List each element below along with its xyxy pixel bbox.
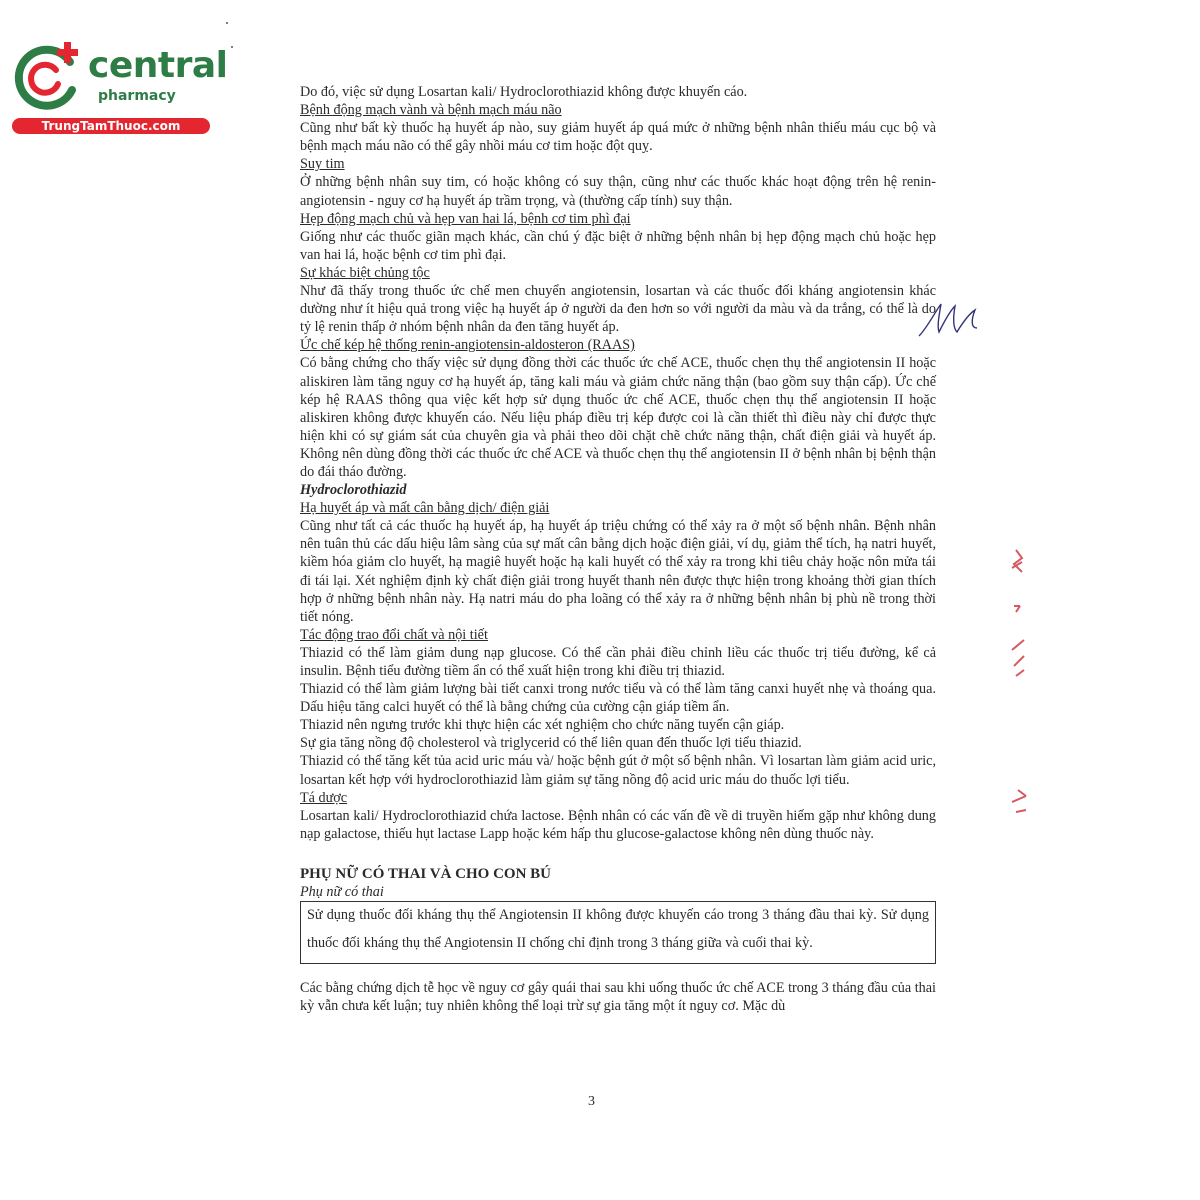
paragraph-p25: Sử dụng thuốc đối kháng thụ thể Angiotensin II không được khuyến cáo trong 3 tháng đầu thai kỳ. Sử dụng thuốc đối kháng thụ thể Angiotensin II chống chỉ định trong 3 tháng giữa và cuối thai kỳ. [300,901,936,964]
paragraph-p19: Sự gia tăng nồng độ cholesterol và triglycerid có thể liên quan đến thuốc lợi tiểu thiazid. [300,735,802,752]
paragraph-p07: Giống như các thuốc giãn mạch khác, cần chú ý đặc biệt ở những bệnh nhân bị hẹp động mạch chủ hoặc hẹp van hai lá, hoặc bệnh cơ tim phì đại. [300,228,936,263]
paragraph-p01: Do đó, việc sử dụng Losartan kali/ Hydroclorothiazid không được khuyến cáo. [300,84,748,100]
central-pharmacy-logo-mark-icon [12,40,84,112]
paragraph-p05: Ở những bệnh nhân suy tim, có hoặc không có suy thận, cũng như các thuốc khác hoạt động trên hệ renin-angiotensin - nguy cơ hạ huyết áp trầm trọng, và (thường cấp tính) suy thận. [300,174,936,209]
paragraph-p21: Tá dược [300,789,348,806]
paragraph-p16: Thiazid có thể làm giảm dung nạp glucose. Có thể cần phải điều chỉnh liều các thuốc trị tiểu đường, kể cả insulin. Bệnh tiểu đường tiềm ẩn có thể xuất hiện trong khi điều trị thiazid. [300,644,936,679]
paragraph-p24: Phụ nữ có thai [300,883,384,900]
paragraph-p22: Losartan kali/ Hydroclorothiazid chứa lactose. Bệnh nhân có các vấn đề về di truyền hiếm gặp như không dung nạp galactose, thiếu hụt lactase Lapp hoặc kém hấp thu glucose-galactose không nên dùng thuốc này. [300,807,936,842]
paragraph-p12: Hydroclorothiazid [300,482,407,499]
paragraph-p04: Suy tim [300,156,345,173]
paragraph-p15: Tác động trao đổi chất và nội tiết [300,626,488,643]
brand-url[interactable]: TrungTamThuoc.com [12,118,210,134]
paragraph-p08: Sự khác biệt chủng tộc [300,264,430,281]
paragraph-p10: Ức chế kép hệ thống renin-angiotensin-aldosteron (RAAS) [300,337,635,354]
paragraph-p14: Cũng như tất cả các thuốc hạ huyết áp, hạ huyết áp triệu chứng có thể xảy ra ở một số bệnh nhân. Bệnh nhân nên tuân thủ các dấu hiệu lâm sàng của sự mất cân bằng dịch hoặc điện giải, ví dụ, giảm thể tích, hạ natri huyết, kiềm hóa giảm clo huyết, hạ magiê huyết hoặc hạ kali huyết có thể xảy ra trong khi tiêu chảy hoặc nôn mửa tái đi tái lại. Xét nghiệm định kỳ chất điện giải trong huyết thanh nên được thực hiện trong khoảng thời gian thích hợp ở những bệnh nhân này. Hạ natri máu do pha loãng có thể xảy ra ở những bệnh nhân bị phù nề trong thời tiết nóng. [300,518,936,625]
paragraph-p02: Bệnh động mạch vành và bệnh mạch máu não [300,102,562,119]
paragraph-p18: Thiazid nên ngưng trước khi thực hiện các xét nghiệm cho chức năng tuyến cận giáp. [300,717,785,734]
page-number: 3 [588,1094,595,1109]
paragraph-p03: Cũng như bất kỳ thuốc hạ huyết áp nào, suy giảm huyết áp quá mức ở những bệnh nhân thiếu máu cục bộ và bệnh mạch máu não có thể gây nhồi máu cơ tim hoặc đột quỵ. [300,120,936,155]
paragraph-p13: Hạ huyết áp và mất cân bằng dịch/ điện giải [300,500,550,517]
paragraph-p26: Các bằng chứng dịch tễ học về nguy cơ gây quái thai sau khi uống thuốc ức chế ACE trong 3 tháng đầu của thai kỳ vẫn chưa kết luận; tuy nhiên không thể loại trừ sự gia tăng một ít nguy cơ. Mặc dù [300,980,936,1015]
document-body [300,83,936,1015]
signature-mark-icon [915,298,985,340]
paragraph-p11: Có bằng chứng cho thấy việc sử dụng đồng thời các thuốc ức chế ACE, thuốc chẹn thụ thể angiotensin II hoặc aliskiren làm tăng nguy cơ hạ huyết áp, tăng kali máu và giảm chức năng thận (bao gồm suy thận cấp). Ức chế kép hệ RAAS thông qua việc kết hợp sử dụng thuốc ức chế ACE, thuốc chẹn thụ thể angiotensin II hoặc aliskiren không được khuyến cáo. Nếu liệu pháp điều trị kép được coi là cần thiết thì điều này chỉ được thực hiện khi có sự giám sát của chuyên gia và phải theo dõi chặt chẽ chức năng thận, chất điện giải và huyết áp. Không nên dùng đồng thời các thuốc ức chế ACE và thuốc chẹn thụ thể angiotensin II ở bệnh nhân bị bệnh thận do đái tháo đường. [300,355,936,480]
brand-sub: pharmacy [98,88,176,104]
paragraph-p09: Như đã thấy trong thuốc ức chế men chuyển angiotensin, losartan và các thuốc đối kháng angiotensin khác dường như ít hiệu quả trong việc hạ huyết áp ở người da đen hơn so với người da màu và da trắng, có thể là do tỷ lệ renin thấp ở nhóm bệnh nhân da đen tăng huyết áp. [300,283,936,336]
central-pharmacy-logo [10,38,228,138]
paragraph-p06: Hẹp động mạch chủ và hẹp van hai lá, bệnh cơ tim phì đại [300,210,631,227]
paragraph-p23: PHỤ NỮ CÓ THAI VÀ CHO CON BÚ [300,865,551,882]
red-stamp-mark-icon [998,540,1038,840]
paragraph-p17: Thiazid có thể làm giảm lượng bài tiết canxi trong nước tiểu và có thể làm tăng canxi huyết nhẹ và thoáng qua. Dấu hiệu tăng calci huyết có thể là bằng chứng của cường cận giáp tiềm ẩn. [300,681,936,716]
brand-name: central [88,45,228,86]
paragraph-p20: Thiazid có thể tăng kết tủa acid uric máu và/ hoặc bệnh gút ở một số bệnh nhân. Vì losartan làm giảm acid uric, losartan kết hợp với hydroclorothiazid làm giảm sự tăng nồng độ acid uric máu do thuốc lợi tiểu. [300,753,936,788]
